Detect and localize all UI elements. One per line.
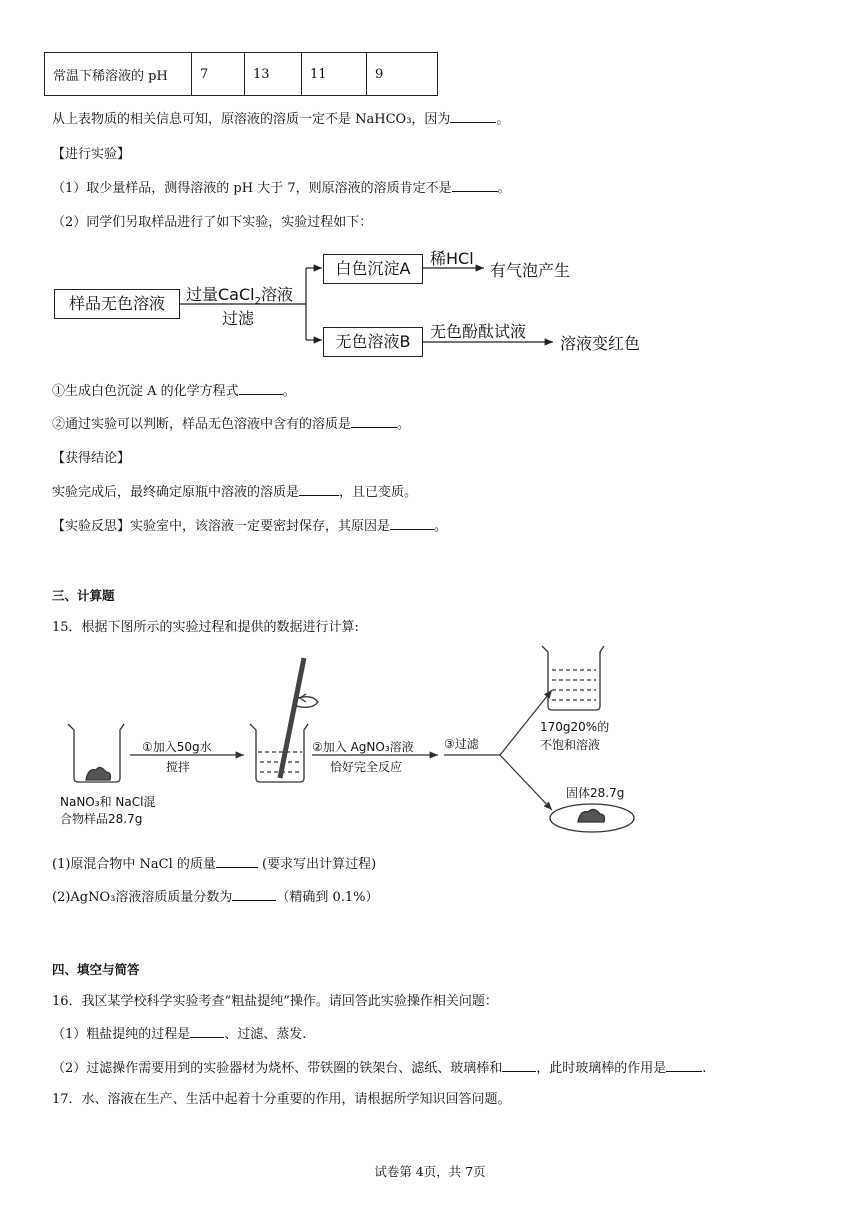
indicator-label: 无色酚酞试液 [430, 322, 527, 341]
step2-label-line1: ②加入 AgNO₃溶液 [312, 740, 414, 754]
section-3-title: 三、计算题 [52, 588, 115, 603]
sub-question-1: (1)原混合物中 NaCl 的质量 (要求写出计算过程) [52, 857, 377, 872]
bubbles-result: 有气泡产生 [490, 261, 571, 280]
answer-blank[interactable] [351, 415, 397, 428]
dish-with-solid [550, 804, 634, 832]
filter-label: 过滤 [222, 309, 255, 328]
question-17: 17．水、溶液在生产、生活中起着十分重要的作用，请根据所学知识回答问题。 [52, 1092, 511, 1107]
beaker-with-sample [68, 724, 124, 782]
question-2-line: ②通过实验可以判断，样品无色溶液中含有的溶质是 。 [52, 417, 411, 432]
answer-blank[interactable] [190, 1025, 224, 1038]
question-1-line: ①生成白色沉淀 A 的化学方程式 。 [52, 384, 296, 399]
solution-label-line1: 170g20%的 [540, 720, 610, 734]
beaker-with-solution [542, 646, 604, 710]
section-4-title: 四、填空与简答 [52, 962, 140, 977]
step2-label-line2: 恰好完全反应 [330, 760, 403, 774]
step2-line: （2）同学们另取样品进行了如下实验，实验过程如下： [52, 215, 373, 230]
answer-blank[interactable] [502, 1059, 536, 1072]
sample-box: 样品无色溶液 [54, 289, 180, 319]
answer-blank[interactable] [216, 855, 258, 868]
precipitate-box: 白色沉淀A [323, 254, 423, 284]
question-16: 16．我区某学校科学实验考查“粗盐提纯”操作。请回答此实验操作相关问题： [52, 994, 498, 1009]
mixture-label-line1: NaNO₃和 NaCl混 [60, 795, 156, 809]
question-15: 15．根据下图所示的实验过程和提供的数据进行计算: [52, 620, 359, 635]
table-cell: 7 [192, 53, 245, 96]
table-row-label: 常温下稀溶液的 pH [45, 53, 192, 96]
solid-label: 固体28.7g [566, 786, 625, 800]
table-cell: 11 [302, 53, 367, 96]
beaker-with-stirring-rod [250, 658, 318, 782]
mixture-label-line2: 合物样品28.7g [60, 812, 143, 826]
step3-label: ③过滤 [444, 737, 479, 751]
page-footer: 试卷第 4页，共 7页 [374, 1164, 486, 1179]
question-16-1: （1）粗盐提纯的过程是 、过滤、蒸发. [52, 1027, 307, 1042]
step1-label-line1: ①加入50g水 [142, 740, 212, 754]
turns-red-result: 溶液变红色 [560, 334, 641, 353]
answer-blank[interactable] [232, 888, 276, 901]
conclusion-line: 实验完成后，最终确定原瓶中溶液的溶质是 ，且已变质。 [52, 485, 418, 500]
experiment-heading: 【进行实验】 [52, 147, 131, 162]
table-conclusion-line: 从上表物质的相关信息可知，原溶液的溶质一定不是 NaHCO₃，因为 。 [52, 112, 510, 127]
acid-label: 稀HCl [430, 249, 474, 268]
answer-blank[interactable] [666, 1059, 702, 1072]
conclusion-heading: 【获得结论】 [52, 451, 131, 466]
step1-line: （1）取少量样品，测得溶液的 pH 大于 7，则原溶液的溶质肯定不是 。 [52, 181, 511, 196]
answer-blank[interactable] [299, 483, 339, 496]
answer-blank[interactable] [390, 517, 434, 530]
question-16-2: （2）过滤操作需要用到的实验器材为烧杯、带铁圈的铁架台、滤纸、玻璃棒和 ，此时玻璃棒的作用是 . [52, 1061, 707, 1076]
sub-question-2: (2)AgNO₃溶液溶质质量分数为 （精确到 0.1%） [52, 890, 379, 905]
table-cell: 13 [245, 53, 302, 96]
solution-b-box: 无色溶液B [323, 327, 423, 357]
reagent-label: 过量CaCl$_2$溶液 [186, 285, 293, 308]
solution-label-line2: 不饱和溶液 [540, 738, 601, 752]
table-cell: 9 [367, 53, 438, 96]
reflection-line: 【实验反思】实验室中，该溶液一定要密封保存，其原因是 。 [52, 519, 448, 534]
step1-label-line2: 搅拌 [166, 760, 191, 774]
answer-blank[interactable] [239, 382, 283, 395]
